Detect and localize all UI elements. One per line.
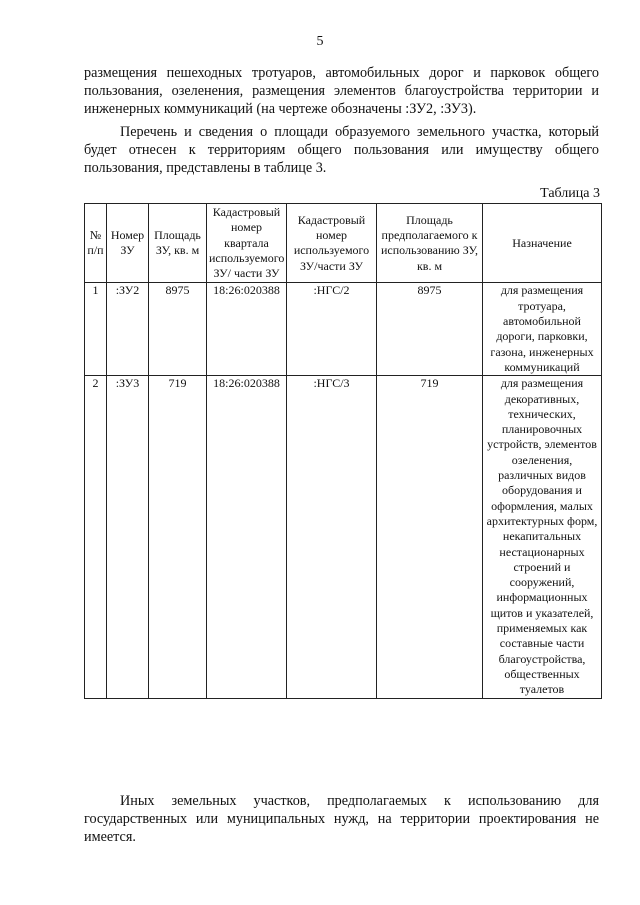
cell-used-cadastral: :НГС/2	[287, 283, 377, 376]
header-quarter-cadastral: Кадастровый номер квартала используемого ЗУ/ части ЗУ	[207, 204, 287, 283]
land-plots-table	[84, 203, 602, 699]
header-zu-number: Номер ЗУ	[107, 204, 149, 283]
header-planned-area: Площадь предполагаемого к использованию ЗУ, кв. м	[377, 204, 483, 283]
cell-purpose: для размещения тротуара, автомобильной дороги, парковки, газона, инженерных коммуникаций	[483, 283, 602, 376]
cell-zu-number: :ЗУ2	[107, 283, 149, 376]
cell-planned-area: 719	[377, 376, 483, 698]
header-num: № п/п	[85, 204, 107, 283]
cell-planned-area: 8975	[377, 283, 483, 376]
header-used-cadastral: Кадастровый номер используемого ЗУ/части ЗУ	[287, 204, 377, 283]
header-area: Площадь ЗУ, кв. м	[149, 204, 207, 283]
cell-used-cadastral: :НГС/3	[287, 376, 377, 698]
table-header-row	[85, 204, 602, 283]
page-number: 5	[316, 34, 324, 49]
header-purpose: Назначение	[483, 204, 602, 283]
closing-paragraph: Иных земельных участков, предполагаемых к использованию для государственных или муниципальных нужд, на территории проектирования не имеется.	[84, 793, 599, 845]
cell-zu-number: :ЗУ3	[107, 376, 149, 698]
cell-num: 1	[85, 283, 107, 376]
cell-num: 2	[85, 376, 107, 698]
cell-area: 719	[149, 376, 207, 698]
cell-area: 8975	[149, 283, 207, 376]
cell-quarter-cadastral: 18:26:020388	[207, 283, 287, 376]
table-row	[85, 376, 602, 698]
table-caption: Таблица 3	[540, 186, 600, 201]
intro-paragraph: размещения пешеходных тротуаров, автомобильных дорог и парковок общего пользования, озеленения, размещения элементов благоустройства территории и инженерных коммуникаций (на чертеже обозначены :ЗУ2, :ЗУ3).	[84, 65, 599, 117]
table-row	[85, 283, 602, 376]
cell-purpose: для размещения декоративных, технических, планировочных устройств, элементов озеленения, различных видов оборудования и оформления, малых архитектурных форм, некапитальных нестационарных строений и сооружений, информационных щитов и указателей, применяемых как составные части благоустройства, общественных туалетов	[483, 376, 602, 698]
cell-quarter-cadastral: 18:26:020388	[207, 376, 287, 698]
list-intro-paragraph: Перечень и сведения о площади образуемого земельного участка, который будет отнесен к территориям общего пользования или имуществу общего пользования, представлены в таблице 3.	[84, 124, 599, 176]
